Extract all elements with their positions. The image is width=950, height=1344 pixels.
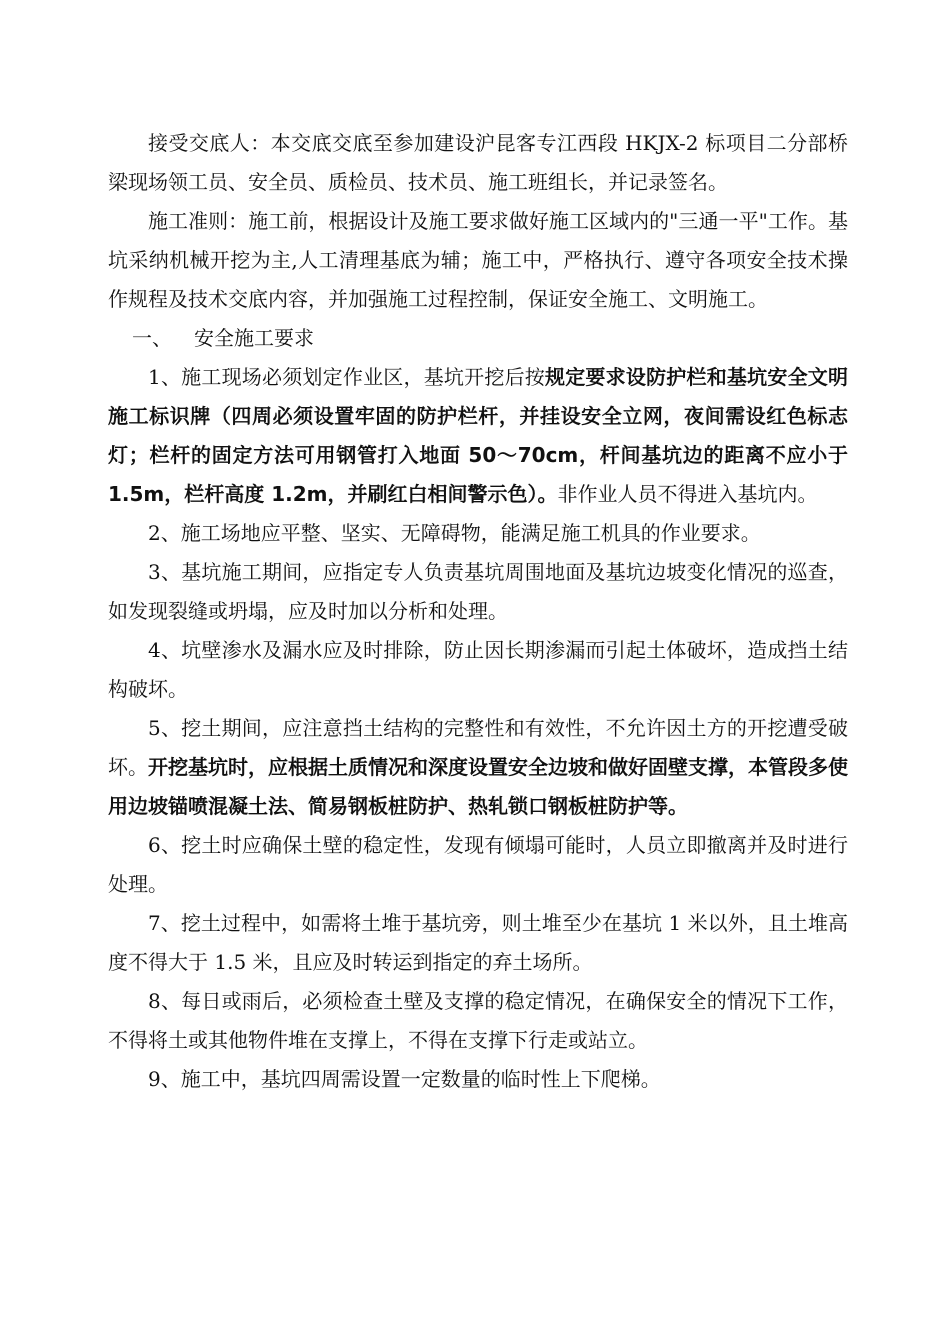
item-1-text: 1、施工现场必须划定作业区，基坑开挖后按: [148, 365, 545, 389]
item-5: [108, 709, 848, 826]
section-number: 一、: [132, 326, 172, 350]
item-2: 2、施工场地应平整、坚实、无障碍物，能满足施工机具的作业要求。: [148, 521, 761, 545]
principle-paragraph: 施工准则：施工前，根据设计及施工要求做好施工区域内的"三通一平"工作。基坑采纳机械开挖为主,人工清理基底为辅；施工中，严格执行、遵守各项安全技术操作规程及技术交底内容，并加强施工过程控制，保证安全施工、文明施工。: [108, 209, 848, 311]
section-title: 安全施工要求: [194, 326, 314, 350]
item-9: 9、施工中，基坑四周需设置一定数量的临时性上下爬梯。: [148, 1067, 661, 1091]
item-4: 4、坑壁渗水及漏水应及时排除，防止因长期渗漏而引起土体破坏，造成挡土结构破坏。: [108, 638, 848, 701]
section-heading: [108, 319, 848, 358]
item-5-text: 5、挖土期间，应注意挡土结构的完整性和有效性，不允许因土方的开挖遭受破坏。: [108, 716, 848, 779]
item-7: 7、挖土过程中，如需将土堆于基坑旁，则土堆至少在基坑 1 米以外，且土堆高度不得大于 1.5 米，且应及时转运到指定的弃土场所。: [108, 911, 848, 974]
document-page: [108, 124, 848, 1099]
recipient-paragraph: 接受交底人：本交底交底至参加建设沪昆客专江西段 HKJX-2 标项目二分部桥梁现场领工员、安全员、质检员、技术员、施工班组长，并记录签名。: [108, 131, 848, 194]
item-1-tail: 非作业人员不得进入基坑内。: [557, 482, 818, 506]
item-8: 8、每日或雨后，必须检查土壁及支撑的稳定情况，在确保安全的情况下工作，不得将土或其他物件堆在支撑上，不得在支撑下行走或站立。: [108, 989, 848, 1052]
item-1-bold: 规定要求设防护栏和基坑安全文明施工标识牌（四周必须设置牢固的防护栏杆，并挂设安全立网，夜间需设红色标志灯；栏杆的固定方法可用钢管打入地面 50～70cm，杆间基坑边的距离不应小于 1.5m，栏杆高度 1.2m，并刷红白相间警示色）。: [108, 365, 848, 506]
item-1: [108, 358, 848, 514]
item-3: 3、基坑施工期间，应指定专人负责基坑周围地面及基坑边坡变化情况的巡查，如发现裂缝或坍塌，应及时加以分析和处理。: [108, 560, 848, 623]
item-5-bold: 开挖基坑时，应根据土质情况和深度设置安全边坡和做好固壁支撑，本管段多使用边坡锚喷混凝土法、简易钢板桩防护、热轧锁口钢板桩防护等。: [108, 755, 848, 818]
item-6: 6、挖土时应确保土壁的稳定性，发现有倾塌可能时，人员立即撤离并及时进行处理。: [108, 833, 848, 896]
